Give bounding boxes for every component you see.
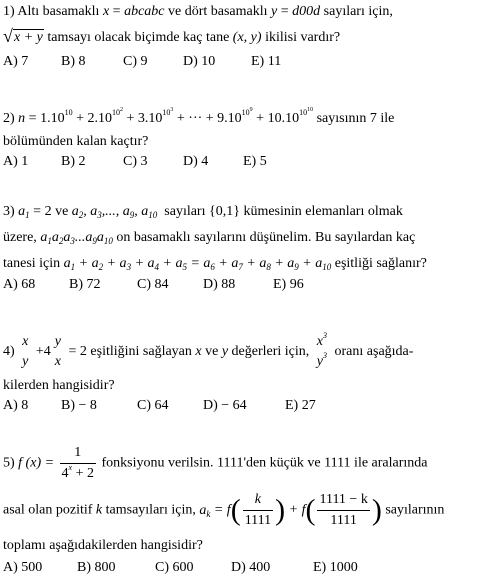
q1-text: ve dört basamaklı [164,4,272,19]
fraction-f-def [60,443,96,484]
numerator: 1 [74,445,82,460]
numerator: y [54,334,62,349]
equals: = [109,4,125,19]
option-e[interactable]: E) 27 [285,398,316,413]
q5-line2 [3,490,444,531]
option-b[interactable]: B) 800 [77,560,116,575]
q4-text: oranı aşağıda- [331,344,414,360]
a1: $a_1$ [18,204,30,220]
sqrt-sign: √ [3,26,13,46]
plus-f: + f [285,502,306,518]
option-d[interactable]: D) 10 [183,54,216,69]
term-10: + 10.10 [252,111,300,126]
q3-number: 3) [3,204,19,219]
option-b[interactable]: B) 8 [61,54,86,69]
exp-power: 3 [170,107,174,113]
sequence-a2-a10: $a_2$, $a_3$,..., $a_9$, $a_{10}$ [71,204,158,220]
left-paren: ( [230,493,241,527]
var-k: k [95,502,103,518]
power-3: 3 [323,351,328,360]
plus-four: +4 [32,344,51,360]
q5-options [3,560,358,576]
denominator [60,463,96,484]
sqrt-inner: x + y [14,30,43,45]
fraction-y-over-x [53,332,63,372]
option-c[interactable]: C) 9 [123,54,148,69]
q4-options [3,398,316,414]
var-y: y [221,344,229,360]
q5-text: sayılarının [381,502,445,518]
fraction-k-over-1111 [243,490,273,531]
term-2: + 2.10 [72,111,112,126]
den-base: 4 [61,466,69,481]
denominator: 1111 [317,510,369,531]
exp-power: 2 [119,107,123,113]
exp-10 [299,108,313,117]
function-f: f (x) = [18,455,58,471]
q5-text: fonksiyonu verilsin. 1111'den küçük ve 1111 ile aralarında [98,455,428,471]
sum-equation: $a_1 + a_2 + a_3 + a_4 + a_5 = a_6 + a_7 + a_8 + a_9 + a_{10}$ [63,256,332,272]
q3-text: eşitliği sağlanır? [331,256,427,271]
option-e[interactable]: E) 1000 [313,560,358,575]
q5-text: asal olan pozitif [3,502,96,518]
right-paren: ) [371,493,382,527]
exp-9 [242,108,253,117]
option-c[interactable]: C) 84 [137,277,169,292]
fraction-x-over-y [20,332,30,372]
option-b[interactable]: B) − 8 [61,398,97,413]
option-e[interactable]: E) 96 [273,277,304,292]
q3-text: tanesi için [3,256,64,271]
q5-line3: toplamı aşağıdakilerden hangisidir? [3,538,203,553]
var-n: n [18,111,26,126]
var-x: x [195,344,202,360]
var-x: x [102,4,110,19]
q4-line1 [3,332,413,372]
option-c[interactable]: C) 3 [123,154,148,169]
denominator: 1111 [243,510,273,531]
q5-line1 [3,443,428,484]
exp-base: 10 [162,108,171,117]
q4-number: 4) [3,344,19,360]
q4-text: ve [201,344,222,360]
numerator: k [254,492,262,507]
q3-options [3,277,304,293]
q4-text: değerleri için, [228,344,313,360]
den-power: x [68,463,73,472]
option-c[interactable]: C) 64 [137,398,169,413]
number-a1-a10: $a_1a_2a_3...a_9a_{10}$ [40,230,113,246]
equals-f: = f [213,502,231,518]
q3-text: üzere, [3,230,41,245]
option-c[interactable]: C) 600 [155,560,194,575]
q1-text: sayıları için, [320,4,393,19]
q5-text: tamsayıları için, [102,502,200,518]
exp-base: 10 [111,108,120,117]
q5-number: 5) [3,455,19,471]
denominator [315,352,329,372]
q3-text: on basamaklı sayılarını düşünelim. Bu sayılardan kaç [112,230,416,245]
option-e[interactable]: E) 5 [243,154,267,169]
fraction-1111-minus-k [317,490,369,531]
term-9: + ··· + 9.10 [173,111,242,126]
option-a[interactable]: A) 7 [3,54,29,69]
exp-power: 10 [307,107,314,113]
power-3: 3 [323,331,328,340]
q3-line2 [3,230,415,246]
exp-power: 9 [249,107,253,113]
option-b[interactable]: B) 72 [69,277,101,292]
q1-text: ikilisi vardır? [261,30,341,45]
q3-line3 [3,256,427,272]
option-a[interactable]: A) 68 [3,277,36,292]
q1-text: tamsayı olacak biçimde kaç tane [43,30,233,45]
exp-3 [162,108,173,117]
exp-base: 10 [241,108,250,117]
denominator: y [22,354,29,369]
q1-line1 [3,4,393,20]
pair-xy: (x, y) [232,30,262,45]
q3-line1 [3,204,403,220]
set-01: {0,1} [209,204,240,219]
q2-options [3,154,267,170]
q1-text: 1) Altı basamaklı [3,4,103,19]
exp-2 [112,108,123,117]
option-a[interactable]: A) 1 [3,154,29,169]
a-k: $a_k$ [199,502,211,519]
option-e[interactable]: E) 11 [251,54,282,69]
option-a[interactable]: A) 500 [3,560,43,575]
q1-line2 [3,26,341,46]
fraction-x3-over-y3 [315,332,329,372]
d00d: d00d [292,4,321,19]
option-a[interactable]: A) 8 [3,398,29,413]
term-1: = 1.10 [25,111,65,126]
option-b[interactable]: B) 2 [61,154,86,169]
base-y: y [316,354,324,369]
option-d[interactable]: D) − 64 [203,398,247,413]
base-x: x [316,334,324,349]
numerator: x [22,334,29,349]
q1-options [3,54,281,70]
q2-line2: bölümünden kalan kaçtır? [3,134,149,149]
q3-text: kümesinin elemanları olmak [239,204,403,219]
var-y: y [271,4,278,19]
equals: = [277,4,293,19]
q2-number: 2) [3,111,19,126]
q4-line2: kilerden hangisidir? [3,378,115,393]
right-paren: ) [275,493,286,527]
option-d[interactable]: D) 400 [231,560,271,575]
numerator [315,332,329,352]
numerator: 1111 − k [319,492,368,507]
option-d[interactable]: D) 4 [183,154,209,169]
q4-text: = 2 eşitliğini sağlayan [65,344,196,360]
q2-text: sayısının 7 ile [313,111,395,126]
sqrt-expression [3,26,44,46]
q3-text: sayıları [164,204,209,219]
term-3: + 3.10 [122,111,163,126]
option-d[interactable]: D) 88 [203,277,236,292]
abcabc: abcabc [124,4,165,19]
a1-value: = 2 ve [33,204,72,219]
exp-base: 10 [299,108,308,117]
left-paren: ( [305,493,316,527]
denominator: x [54,354,62,369]
exp-1: 10 [64,108,73,117]
den-plus: + 2 [72,466,95,481]
q2-line1 [3,107,395,127]
